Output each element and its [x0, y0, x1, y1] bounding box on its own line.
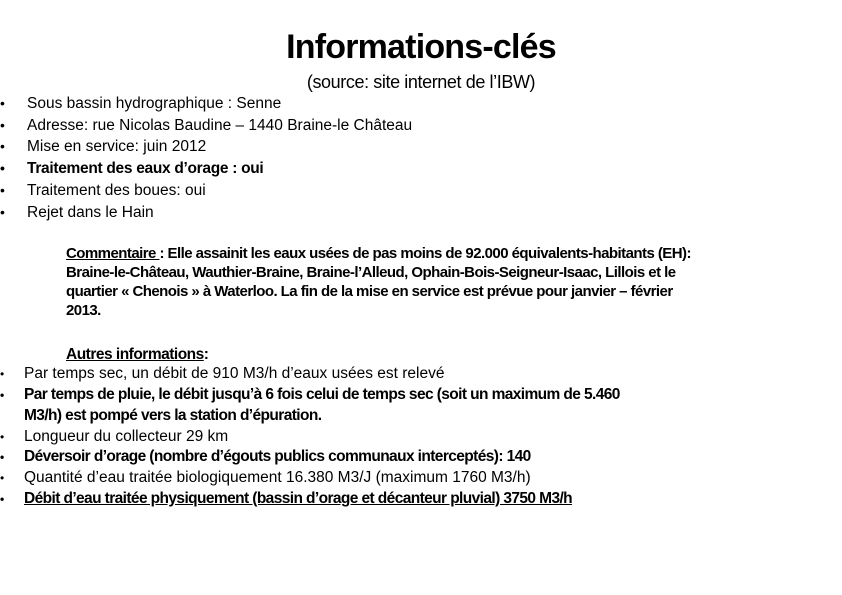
- facts-list: [0, 93, 842, 223]
- list-item-line: Traitement des eaux d’orage : oui: [27, 160, 264, 178]
- list-item: [0, 158, 842, 180]
- list-item-line: M3/h) est pompé vers la station d’épuration.: [24, 406, 322, 424]
- bullet-icon: •: [0, 160, 5, 177]
- page-subtitle: (source: site internet de l’IBW): [306, 72, 536, 92]
- list-item-line: Quantité d’eau traitée biologiquement 16.380 M3/J (maximum 1760 M3/h): [24, 469, 531, 487]
- list-item: [0, 180, 842, 202]
- other-info-colon: :: [203, 346, 209, 364]
- commentary-label: Commentaire: [66, 245, 160, 263]
- bullet-icon: •: [0, 429, 5, 444]
- list-item: [0, 468, 842, 489]
- other-info-heading: [66, 345, 842, 364]
- list-item-text: [27, 202, 842, 224]
- bullet-icon: •: [0, 471, 5, 486]
- list-item: [0, 447, 842, 468]
- bullet-icon: •: [0, 95, 5, 111]
- list-item: [0, 427, 842, 448]
- list-item-line: Par temps sec, un débit de 910 M3/h d’eaux usées est relevé: [24, 365, 445, 383]
- list-item-line: Par temps de pluie, le débit jusqu’à 6 fois celui de temps sec (soit un maximum de 5.460: [24, 386, 620, 404]
- list-item-line: Sous bassin hydrographique : Senne: [27, 95, 282, 112]
- list-item-text: [24, 489, 842, 510]
- list-item-line: Mise en service: juin 2012: [27, 138, 207, 156]
- list-item-text: [24, 385, 842, 427]
- list-item-text: [24, 447, 842, 468]
- bullet-icon: •: [0, 450, 4, 465]
- list-item: [0, 115, 842, 137]
- commentary-line: [66, 244, 782, 263]
- list-item-text: [27, 158, 842, 180]
- list-item-line: Traitement des boues: oui: [27, 181, 206, 199]
- list-item-text: [24, 468, 842, 489]
- bullet-icon: •: [0, 492, 4, 506]
- list-item-text: [27, 93, 842, 115]
- bullet-icon: •: [0, 138, 5, 155]
- list-item-line: Déversoir d’orage (nombre d’égouts publics communaux interceptés): 140: [24, 448, 531, 466]
- bullet-icon: •: [0, 203, 5, 220]
- list-item-line: Longueur du collecteur 29 km: [24, 427, 229, 445]
- bullet-icon: •: [0, 181, 5, 198]
- other-info-label: Autres informations: [66, 346, 204, 364]
- list-item-line: Rejet dans le Hain: [27, 203, 154, 221]
- list-item: [0, 93, 842, 115]
- commentary-line-text: : Elle assainit les eaux usées de pas moins de 92.000 équivalents-habitants (EH):: [159, 245, 691, 263]
- list-item-text: [27, 180, 842, 202]
- list-item: [0, 202, 842, 224]
- list-item-text: [27, 136, 842, 158]
- commentary-line: quartier « Chenois » à Waterloo. La fin de la mise en service est prévue pour janvier – février: [66, 283, 673, 301]
- bullet-icon: •: [0, 388, 4, 403]
- list-item: [0, 489, 842, 510]
- list-item-text: [27, 115, 842, 137]
- list-item: [0, 385, 842, 427]
- list-item-text: [24, 364, 842, 385]
- list-item-line: Débit d’eau traitée physiquement (bassin d’orage et décanteur pluvial) 3750 M3/h: [24, 490, 573, 507]
- list-item: [0, 364, 842, 385]
- list-item-line: Adresse: rue Nicolas Baudine – 1440 Braine-le Château: [27, 116, 413, 134]
- page-title: Informations-clés: [286, 28, 556, 66]
- slide-header: [0, 0, 842, 93]
- bullet-icon: •: [0, 367, 5, 382]
- commentary-line: 2013.: [66, 302, 101, 320]
- bullet-icon: •: [0, 116, 5, 133]
- other-info-list: [0, 364, 842, 510]
- commentary-paragraph: [66, 244, 782, 320]
- list-item-text: [24, 427, 842, 448]
- list-item: [0, 136, 842, 158]
- commentary-line: Braine-le-Château, Wauthier-Braine, Braine-l’Alleud, Ophain-Bois-Seigneur-Isaac, Lillois et le: [66, 264, 676, 282]
